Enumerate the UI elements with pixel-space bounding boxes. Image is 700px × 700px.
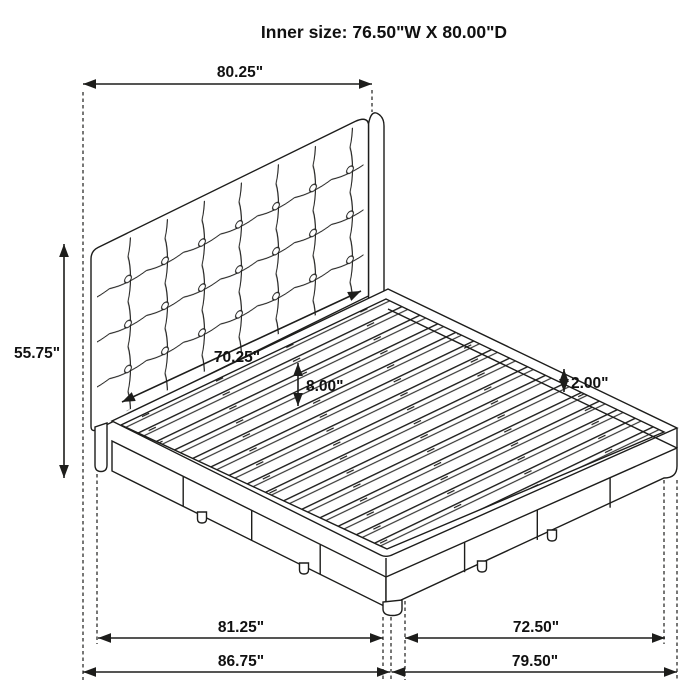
support-foot bbox=[300, 563, 309, 574]
dim-left-height-label: 55.75" bbox=[14, 345, 61, 362]
support-foot bbox=[198, 512, 207, 523]
headboard-left-leg bbox=[95, 423, 107, 472]
dim-bottom-right-overall-label: 79.50" bbox=[511, 653, 559, 670]
dim-bottom-right-inner-label: 72.50" bbox=[512, 619, 560, 636]
dim-inner-width-label: 70.25" bbox=[213, 349, 261, 366]
front-corner-foot bbox=[383, 600, 402, 616]
dim-rim-thickness-label: 2.00" bbox=[571, 375, 609, 392]
dim-bottom-left-inner-label: 81.25" bbox=[217, 619, 265, 636]
support-foot bbox=[548, 530, 557, 541]
support-foot bbox=[478, 561, 487, 572]
headboard-side-face bbox=[369, 113, 385, 310]
dim-top-width-label: 80.25" bbox=[216, 64, 264, 81]
dim-bottom-left-overall-label: 86.75" bbox=[217, 653, 265, 670]
drawing-title: Inner size: 76.50"W X 80.00"D bbox=[260, 22, 508, 42]
dim-platform-height-label: 8.00" bbox=[306, 378, 344, 395]
